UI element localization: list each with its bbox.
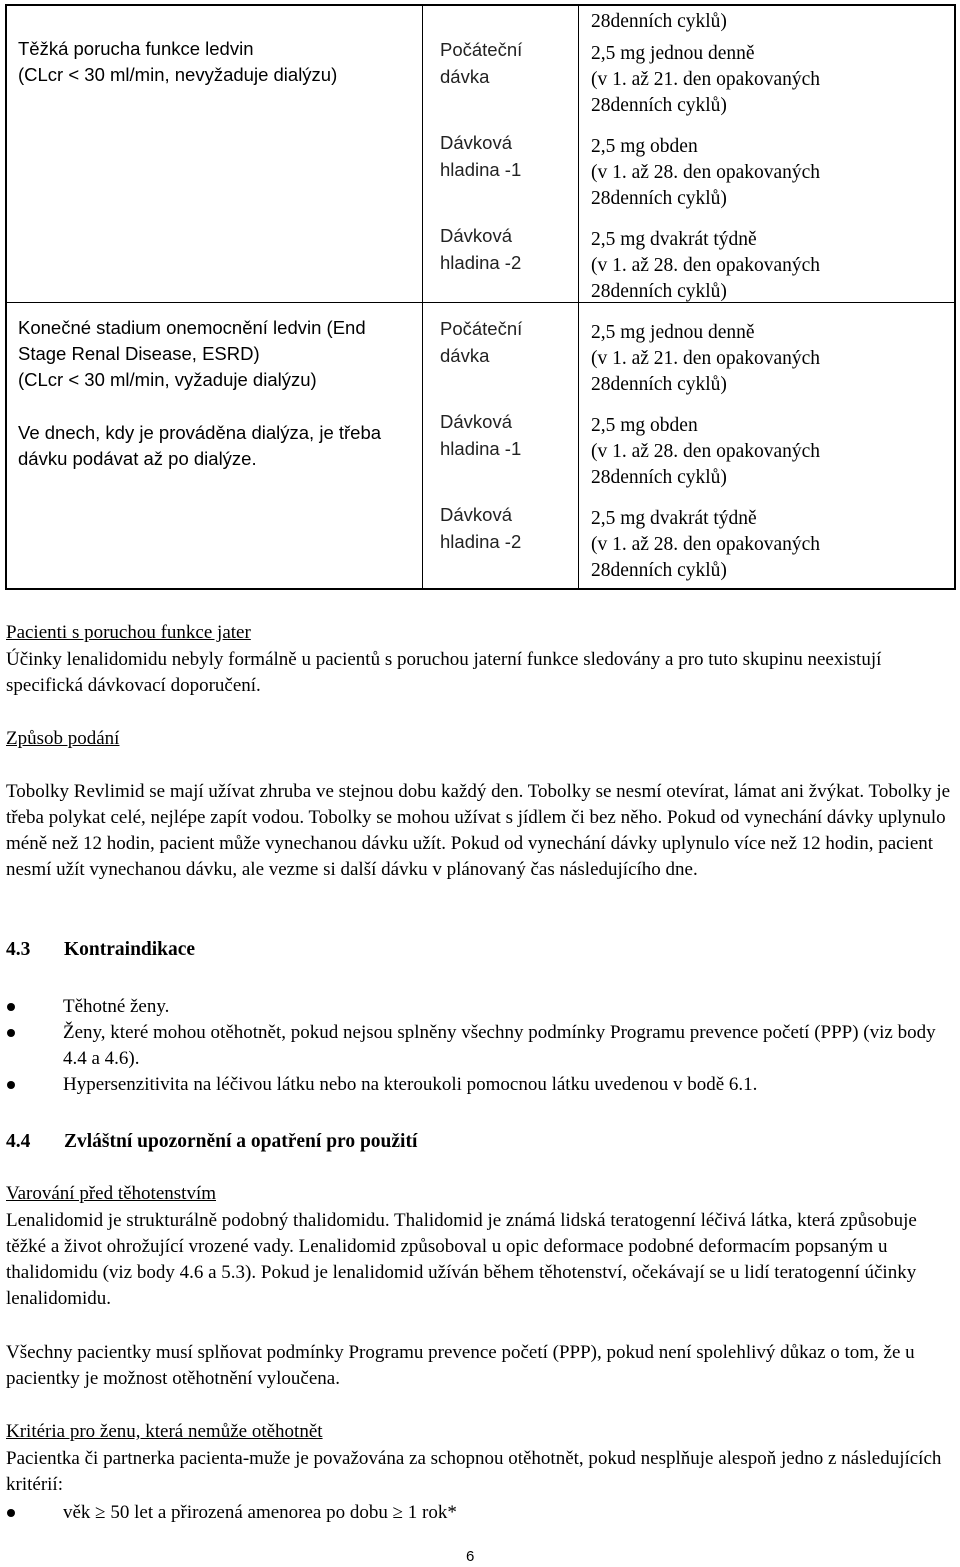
bullet-icon [7, 1081, 15, 1089]
dose-cell: 2,5 mg jednou denně (v 1. až 21. den opakovaných 28denních cyklů) [591, 322, 821, 395]
bullet-icon [7, 1509, 15, 1517]
section-number: 4.4 [6, 1131, 31, 1152]
dose-level-cell: Dávková hladina -1 [440, 411, 522, 459]
liver-text: Účinky lenalidomidu nebyly formálně u pacientů s poruchou jaterní funkce sledovány a pro tuto skupinu neexistují specifická dávkovací doporučení. [6, 649, 882, 696]
table-column-divider [578, 6, 579, 588]
dose-cell: 2,5 mg obden (v 1. až 28. den opakovaných 28denních cyklů) [591, 136, 821, 209]
administration-heading: Způsob podání [6, 728, 120, 749]
condition-esrd-note: Ve dnech, kdy je prováděna dialýza, je třeba dávku podávat až po dialýze. [18, 422, 382, 469]
condition-esrd: Konečné stadium onemocnění ledvin (End Stage Renal Disease, ESRD) (CLcr < 30 ml/min, vyžaduje dialýzu) [18, 317, 366, 390]
dose-cell: 2,5 mg obden (v 1. až 28. den opakovaných 28denních cyklů) [591, 415, 821, 488]
dose-level-cell: Počáteční dávka [440, 318, 523, 366]
dose-level-cell: Dávková hladina -2 [440, 225, 522, 273]
list-item: Těhotné ženy. [0, 994, 950, 1020]
criteria-list [0, 1500, 950, 1526]
section-title: Kontraindikace [64, 939, 196, 960]
page-number: 6 [466, 1548, 475, 1565]
pregnancy-paragraph-2: Všechny pacientky musí splňovat podmínky Programu prevence početí (PPP), pokud není spolehlivý důkaz o tom, že u pacientky je možnost otěhotnění vyloučena. [6, 1342, 915, 1389]
section-heading-4-3 [6, 937, 195, 963]
list-item: Hypersenzitivita na léčivou látku nebo na kteroukoli pomocnou látku uvedenou v bodě 6.1. [0, 1072, 950, 1098]
dose-cell: 2,5 mg dvakrát týdně (v 1. až 28. den opakovaných 28denních cyklů) [591, 508, 821, 581]
bullet-icon [7, 1003, 15, 1011]
section-heading-4-4 [6, 1129, 417, 1155]
administration-text: Tobolky Revlimid se mají užívat zhruba ve stejnou dobu každý den. Tobolky se nesmí otevírat, lámat ani žvýkat. Tobolky je třeba polykat celé, nejlépe zapít vodou. Tobolky se mohou užívat s jídlem či bez něho. Pokud od vynechání dávky uplynulo méně než 12 hodin, pacient může vynechanou dávku užít. Pokud od vynechání dávky uplynulo více než 12 hodin, pacient nesmí užít vynechanou dávku, ale vezme si další dávku v plánovaný čas následujícího dne. [6, 781, 951, 880]
criteria-heading: Kritéria pro ženu, která nemůže otěhotnět [6, 1421, 323, 1442]
section-number: 4.3 [6, 939, 31, 960]
dose-cell: 2,5 mg jednou denně (v 1. až 21. den opakovaných 28denních cyklů) [591, 43, 821, 116]
dose-level-cell: Dávková hladina -1 [440, 132, 522, 180]
dosage-table [5, 4, 956, 590]
criteria-text: Pacientka či partnerka pacienta-muže je považována za schopnou otěhotnět, pokud nesplňuje alespoň jedno z následujících kritérií: [6, 1448, 942, 1495]
pregnancy-heading: Varování před těhotenstvím [6, 1183, 217, 1204]
pregnancy-paragraph-1: Lenalidomid je strukturálně podobný thalidomidu. Thalidomid je známá lidská teratogenní léčivá látka, která způsobuje těžké a život ohrožující vrozené vady. Lenalidomid způsoboval u opic deformace podobné deformacím popsaným u thalidomidu (viz body 4.6 a 5.3). Pokud je lenalidomid užíván během těhotenství, očekávají se u lidí teratogenní účinky lenalidomidu. [6, 1210, 917, 1309]
dose-cell-continued: 28denních cyklů) [591, 11, 727, 32]
bullet-icon [7, 1029, 15, 1037]
dose-level-cell: Počáteční dávka [440, 39, 523, 87]
table-column-divider [422, 6, 423, 588]
list-item: Ženy, které mohou otěhotnět, pokud nejsou splněny všechny podmínky Programu prevence početí (PPP) (viz body 4.4 a 4.6). [0, 1020, 950, 1072]
dose-cell: 2,5 mg dvakrát týdně (v 1. až 28. den opakovaných 28denních cyklů) [591, 229, 821, 302]
liver-heading: Pacienti s poruchou funkce jater [6, 622, 251, 643]
section-title: Zvláštní upozornění a opatření pro použití [64, 1131, 418, 1152]
dose-level-cell: Dávková hladina -2 [440, 504, 522, 552]
condition-severe-renal: Těžká porucha funkce ledvin (CLcr < 30 ml/min, nevyžaduje dialýzu) [18, 38, 338, 85]
contraindication-list [0, 994, 950, 1098]
list-item: věk ≥ 50 let a přirozená amenorea po dobu ≥ 1 rok* [0, 1500, 950, 1526]
